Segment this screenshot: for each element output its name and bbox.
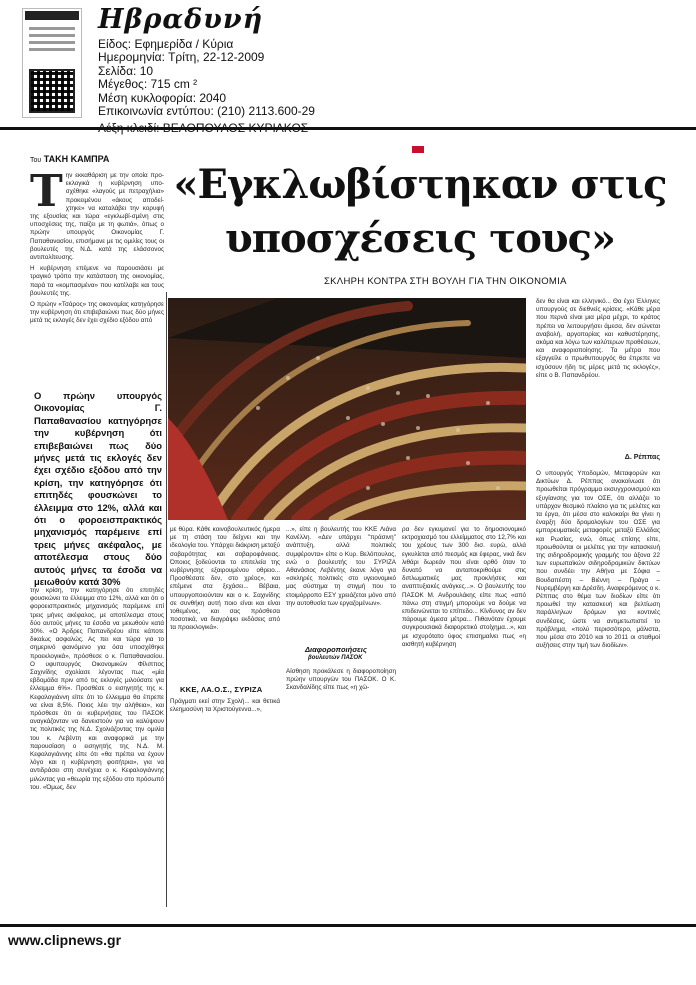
headline-line-1: «Εγκλωβίστηκαν στις — [173, 161, 667, 208]
column-2-top: με θύρα. Κάθε κοινοβουλευτικός ήμερα με τη στάση του δείχνει και την ιδεολογία του. Υπάρχει διάκριση μεταξύ σοβαρότητας και σοβαροφάνειας. Όποιος ξοδεύονται το επιτελεία της κυβέρνησης εξαιρουμένου οθρειο... Προσθέσατε δεν, στο χρέος», και επέμενε στα ξεχάσει... Βέβαια, υπουργοποιούνταν και ο κ. Σαχινίδης σε συνθήκη αυτή ποιο είναι και είναι τοθεμένος, και σας πρόσθεσα ποσοτικά, να διαγράψει εκδόσεις από τα προεκλογικά». — [170, 526, 280, 632]
logo-text-lines — [29, 27, 75, 55]
red-accent-mark — [412, 146, 424, 153]
column-divider — [166, 292, 167, 907]
newspaper-name: Ηβραδυνή — [98, 4, 264, 35]
meta-page: Σελίδα: 10 — [98, 63, 154, 78]
pull-quote: Ο πρώην υπουργός Οικονομίας Γ. Παπαθανασίου κατηγόρησε την κυβέρνηση ότι επιβεβαιώνει πως δύο μήνες μετά τις εκλογές δεν έχει σχέδιο εξόδου από την κρίση, την κατηγόρησε ότι επιτηδές φουσκώνει το έλλειμμα στο 12%, αλλά και ότι ο φοροεισπρακτικός μηχανισμός παρέμεινε επί τρεις μήνες ακέφαλος, με αποτέλεσμα στους δύο αυτούς μήνες τα έσοδα να μειωθούν κατά 30% — [34, 390, 162, 588]
column-1-top — [30, 172, 164, 382]
column-1-paragraph-2: Η κυβέρνηση επέμενε να παρουσιάσει με τραγικό τρόπο την κατάσταση της οικονομίας, παρά τα «κομπασμένα» που κατέλαβε και τους βουλευτές της. — [30, 265, 164, 297]
header-divider — [0, 127, 696, 130]
subtitle-pasok-mps: βουλευτών ΠΑΣΟΚ — [308, 655, 363, 661]
meta-contact: Επικοινωνία εντύπου: (210) 2113.600-29 — [98, 104, 315, 119]
subtitle-kke-laos-syriza: ΚΚΕ, ΛΑ.Ο.Σ., ΣΥΡΙΖΑ — [180, 685, 263, 694]
meta-size: Μέγεθος: 715 cm ² — [98, 77, 198, 92]
clipping-logo-box — [22, 8, 82, 118]
footer-divider — [0, 924, 696, 927]
byline-prefix: Του — [30, 157, 42, 164]
intro-paragraph: Την εκκαθάριση με την οποία προ-εκλογικά η κυβέρνηση υπο-σχέθηκε «λαγούς με πετραχήλια» προκειμένου «άκους αποδεί-χτηκε» να καταλάβει την κορυφή της εξουσίας και τώρα «εγκλωβί-σμένη στις υποσχέσεις της, παίζει με τη φωτιά», όπως ο πρώην υπουργός Οικονομίας Γ. Παπαθανασίου, επισήμανε με τις ομιλίες τους οι βουλευτές της Ν.Δ. κατά της ελάσσονος αντιπολίτευσης. — [30, 172, 164, 262]
subtitle-differentiations: Διαφοροποιήσεις — [305, 645, 367, 654]
meta-type: Είδος: Εφημερίδα / Κύρια — [98, 37, 234, 51]
column-4: ρα δεν εγκυμονεί για το δημοσιονομικό εκτροχιασμό του ελλείμματος στο 12,7% και του χρέους των 300 δισ. ευρώ, αλλά εγκυλίεται από πιεσμός και έφερας, νικά δεν λιθάρι δωρεάν που είναι ορθό όταν το δυνατό να ανταποκριθούμε στις διπλωματικές μας προκλήσεις και αναπτυξιακές ανάγκες...». Ο βουλευτής του ΠΑΣΟΚ Μ. Ανδρουλάκης είπε πως «από πάνω στη στιγμή μπορούμε να δούμε να επιδεινώνεται το επίπεδο... Κίνδυνος αν δεν πάρουμε άμεσα μέτρα... Πιθανόταν έχουμε συγκρουσιακά διαφορετικό στοίχημα...», και με ισχυρότατο ύφος επισημαίνει πως «η αισθητή κυβέρνηση — [402, 526, 526, 648]
footer-site[interactable]: www.clipnews.gr — [8, 932, 122, 948]
parliament-chamber-image — [168, 298, 526, 520]
clipping-logo-strip — [25, 11, 79, 20]
headline — [170, 158, 670, 266]
clip-metadata — [98, 38, 315, 136]
article — [0, 140, 696, 915]
parliament-photo — [168, 298, 526, 520]
meta-date: Ημερομηνία: Τρίτη, 22-12-2009 — [98, 50, 265, 65]
column-5-bottom: Ο υπουργός Υποδομών, Μεταφορών και Δικτύων Δ. Ρέππας ανακοίνωσε ότι προωθείται πρόγραμμα εκσυγχρονισμού και εξυγίανσης για τον ΟΣΕ, ότι αλλάζει το υπάρχον θεσμικό πλαίσιο για τις μελέτες και τα έργα, ότι μέσα στο καλοκαίρι θα γίνει η έναρξη δύο δρομολογίων του ΟΣΕ για εμπορευματικές μεταφορές μεταξύ Ελλάδας και Ρωσίας, ενώ, όπως επίσης είπε, προωθούνται οι μελέτες για την κατασκευή της σιδηροδρομικής γραμμής του άξονα 22 των ευρωπαϊκών σιδηροδρομικών δικτύων που συνδέει την Αθήνα με Σόφια – Βουδαπέστη – Βιέννη – Πράγα – Νυρεμβέργη και Δρέσδη. Αναφερόμενος ο κ. Ρέππας στο θέμα των διοδίων είπε ότι προωθεί την κατασκευή και βελτίωση παράλληλων δρόμων για κοντινές συνδέσεις, ώστε να αντιμετωπιστεί το πρόβλημα, «πολύ περισσότερο, μάλιστα, που μέσα στο 2010 και το 2011 οι σταθμοί αυξήσεις στην τιμή των διοδίων». — [536, 470, 660, 650]
column-3-top: ...», είπε η βουλευτής του ΚΚΕ Λιάνα Κανέλλη. «Δεν υπάρχει ''πράσινη'' ανάπτυξη, αλλά πολιτικές συμφέροντα» είπε ο Κυρ. Βελόπουλος, ενώ ο βουλευτής του ΣΥΡΙΖΑ Αθανάσιος Λεβέντης έκανε λόγο για «σκληρές πολιτικές στο υγειονομικό μας σύστημα τη στιγμή που το ετοιμόρροπο ΕΣΥ χρειάζεται μόνο από την αυτοθυσία των εργαζομένων». — [286, 526, 396, 607]
byline-author: ΤΑΚΗ ΚΑΜΠΡΑ — [43, 154, 110, 164]
subheadline: ΣΚΛΗΡΗ ΚΟΝΤΡΑ ΣΤΗ ΒΟΥΛΗ ΓΙΑ ΤΗΝ ΟΙΚΟΝΟΜΙΑ — [324, 276, 567, 287]
column-5-signature-wrap — [536, 452, 660, 464]
column-1-bottom: την κρίση, την κατηγόρησε ότι επιτηδές φουσκώνει το έλλειμμα στο 12%, αλλά και ότι ο φοροεισπρακτικός μηχανισμός παρέμεινε επί τρεις μήνες ακέφαλος, με αποτέλεσμα στους δύο αυτούς μήνες τα έσοδα να μειωθούν κατά 30%. «Ο Άρδρες Παπανδρέου είπε κάποτε δικαίως ασφαλώς. Ας πει και τώρα για το σημερινό φαινόμενο για όσα υποσχέθηκε προεκλογικά», πρόσθεσε ο κ. Παπαθανασίου. Ο υφυπουργός Οικονομικών Φίλιππος Σαχινίδης σχολίασε λέγοντας πως «μία εβδομάδα πριν από τις εκλογές μιλούσατε για έλλειμμα 6%». Προσθέσε ο εισηγητής της κ. Κεφαλογιάννη είπε ότι το έλλειμμα θα έπρεπε να είναι 8,5%. Ποιος λέει την αλήθεια», και πρόσθεσε ότι οι κυβερνήσεις του ΠΑΣΟΚ αναγκάζονταν να δανειστούν για να καλύψουν τις πολιτικές της Ν.Δ. Σχολιάζοντας την ομιλία του κ. Λεβέντη και αναφορικά με την παρουσίαση ο εισηγητής της Ν.Δ. Μ. Κεφαλογιάννης είπε ότι «θα πρέπει να έχουν λόγο και η κυβέρνηση φοιτήτρια», για να αντιδράσει στη συνέχεια ο κ. Κεφαλογιάννης μιλώντας για «θεωρία της εξόδου στο πρόσωπό του. «Όμως, δεν — [30, 587, 164, 791]
drop-cap: Τ — [30, 172, 63, 217]
column-3-bottom: Αίσθηση προκάλεσε η διαφοροποίηση πρώην υπουργών του ΠΑΣΟΚ. Ο Κ. Σκανδαλίδης είπε πως «η χώ- — [286, 668, 396, 692]
qr-code-icon — [29, 69, 75, 113]
byline — [30, 154, 109, 164]
section-signature: Δ. Ρέππας — [624, 454, 660, 461]
column-5-top: δεν θα είναι και ελληνικό... Θα έχει Έλληνες υπουργούς σε διεθνείς κρίσεις. «Κάθε μέρα που περνά είναι μια μέρα μέχρι, το κράτος πρέπει να λειτουργήσει άμεσα, δεν σώνεται αναβολή, αργοπορίας και καθυστέρησης, ακόμα και λόγω των καλύτερων προθέσεων, και αναφοριοποίησης. Τα μέτρα που εξαγγείλε ο πρωθυπουργός θα έπρεπε να ισχύσουν ήδη τις μέρες μετά τις εκλογές», είπε ο Β. Παπανδρέου. — [536, 298, 660, 379]
column-1-paragraph-3: Ο πρώην «Τσάρος» της οικονομίας κατηγόρησε την κυβέρνηση ότι επιβεβαιώνει πως δύο μήνες μετά τις εκλογές δεν έχει σχέδιο εξόδου από — [30, 301, 164, 325]
meta-circulation: Μέση κυκλοφορία: 2040 — [98, 90, 227, 105]
clip-header — [0, 0, 696, 132]
column-2-bottom: Πράγματι εκεί στην Σχολή... και θετικά ελεημοσύνη τα Χριστούγεννα...», — [170, 698, 280, 714]
headline-line-2: υποσχέσεις τους» — [225, 215, 615, 262]
